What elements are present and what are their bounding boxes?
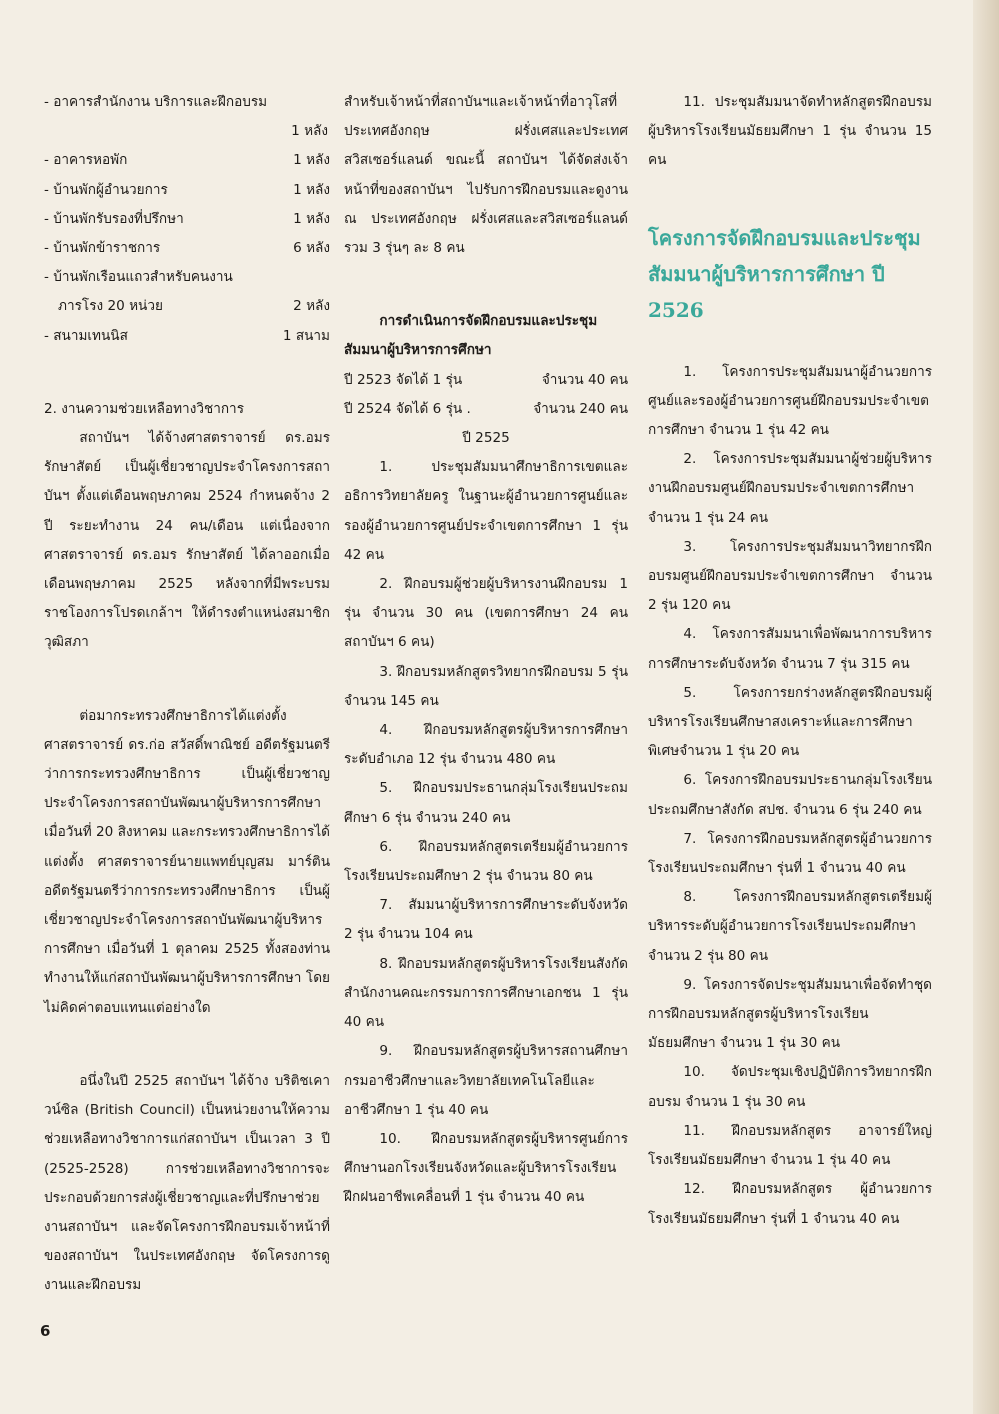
facility-item: - อาคารสำนักงาน บริการและฝึกอบรม — [44, 94, 268, 110]
list-item: 4. โครงการสัมมนาเพื่อพัฒนาการบริหารการศึกษาระดับจังหวัด จำนวน 7 รุ่น 315 คน — [648, 626, 932, 672]
list-item: 7. สัมมนาผู้บริหารการศึกษาระดับจังหวัด 2 รุ่น จำนวน 104 คน — [344, 897, 628, 943]
list-item: 1. โครงการประชุมสัมมนาผู้อำนวยการศูนย์และรองผู้อำนวยการศูนย์ฝึกอบรมประจำเขตการศึกษา จำนวน 1 รุ่น 42 คน — [648, 363, 932, 439]
page-spine-shadow — [973, 0, 999, 1414]
section-heading: 2. งานความช่วยเหลือทางวิชาการ — [44, 400, 244, 417]
facility-item: - สนามเทนนิส 1 สนาม — [44, 327, 330, 344]
list-item: 10. ฝึกอบรมหลักสูตรผู้บริหารศูนย์การศึกษานอกโรงเรียนจังหวัดและผู้บริหารโรงเรียนฝึกฝนอาชีพเคลื่อนที่ 1 รุ่น จำนวน 40 คน — [344, 1130, 628, 1206]
facility-item: - อาคารหอพัก 1 หลัง — [44, 152, 330, 169]
page-number: 6 — [40, 1322, 51, 1340]
year-summary-row: ปี 2524 จัดได้ 6 รุ่น . จำนวน 240 คน — [344, 400, 628, 417]
list-item: 2. โครงการประชุมสัมมนาผู้ช่วยผู้บริหารงานฝึกอบรมศูนย์ฝึกอบรมประจำเขตการศึกษาจำนวน 1 รุ่น 24 คน — [648, 451, 932, 526]
column-1 — [44, 88, 330, 1301]
paragraph: สำหรับเจ้าหน้าที่สถาบันฯและเจ้าหน้าที่อาวุโสที่ประเทศอังกฤษ ฝรั่งเศสและประเทศสวิสเซอร์แลนด์ ขณะนี้ สถาบันฯ ได้จัดส่งเจ้าหน้าที่ของสถาบันฯ ไปรับการฝึกอบรมและดูงาน ณ ประเทศอังกฤษ ฝรั่งเศสและสวิสเซอร์แลนด์ รวม 3 รุ่นๆ ละ 8 คน — [344, 94, 628, 257]
list-item: 5. ฝึกอบรมประธานกลุ่มโรงเรียนประถมศึกษา 6 รุ่น จำนวน 240 คน — [344, 780, 628, 826]
list-item: 2. ฝึกอบรมผู้ช่วยผู้บริหารงานฝึกอบรม 1 รุ่น จำนวน 30 คน (เขตการศึกษา 24 คน สถาบันฯ 6 คน) — [344, 576, 628, 651]
list-item: 3. โครงการประชุมสัมมนาวิทยากรฝึกอบรมศูนย์ฝึกอบรมประจำเขตการศึกษา จำนวน 2 รุ่น 120 คน — [648, 538, 932, 614]
paragraph: ต่อมากระทรวงศึกษาธิการได้แต่งตั้ง ศาสตราจารย์ ดร.ก่อ สวัสดิ์พาณิชย์ อดีตรัฐมนตรีว่าการกระทรวงศึกษาธิการ เป็นผู้เชี่ยวชาญประจำโครงการสถาบันพัฒนาผู้บริหารการศึกษา เมื่อวันที่ 20 สิงหาคม และกระทรวงศึกษาธิการได้แต่งตั้ง ศาสตราจารย์นายแพทย์บุญสม มาร์ติน อดีตรัฐมนตรีว่าการกระทรวงศึกษาธิการ เป็นผู้เชี่ยวชาญประจำโครงการสถาบันพัฒนาผู้บริหารการศึกษา เมื่อวันที่ 1 ตุลาคม 2525 ทั้งสองท่านทำงานให้แก่สถาบันพัฒนาผู้บริหารการศึกษา โดยไม่คิดค่าตอบแทนแต่อย่างใด — [44, 707, 330, 1016]
list-item: 10. จัดประชุมเชิงปฏิบัติการวิทยากรฝึกอบรม จำนวน 1 รุ่น 30 คน — [648, 1064, 932, 1110]
list-item: 6. ฝึกอบรมหลักสูตรเตรียมผู้อำนวยการโรงเรียนประถมศึกษา 2 รุ่น จำนวน 80 คน — [344, 838, 628, 885]
list-item: 11. ฝึกอบรมหลักสูตร อาจารย์ใหญ่โรงเรียนมัธยมศึกษา จำนวน 1 รุ่น 40 คน — [648, 1122, 932, 1169]
facility-item: - บ้านพักเรือนแถวสำหรับคนงาน — [44, 269, 233, 286]
list-item: 7. โครงการฝึกอบรมหลักสูตรผู้อำนวยการโรงเรียนประถมศึกษา รุ่นที่ 1 จำนวน 40 คน — [648, 830, 932, 877]
list-item: 9. ฝึกอบรมหลักสูตรผู้บริหารสถานศึกษากรมอาชีวศึกษาและวิทยาลัยเทคโนโลยีและอาชีวศึกษา 1 รุ่น 40 คน — [344, 1043, 628, 1118]
facility-item: - บ้านพักผู้อำนวยการ 1 หลัง — [44, 181, 330, 198]
facility-list — [44, 88, 330, 351]
facility-qty: 1 หลัง — [291, 123, 328, 140]
column-3 — [648, 88, 932, 1234]
list-item: 8. ฝึกอบรมหลักสูตรผู้บริหารโรงเรียนสังกัดสำนักงานคณะกรรมการการศึกษาเอกชน 1 รุ่น 40 คน — [344, 955, 628, 1031]
column-2 — [344, 88, 628, 1213]
list-item: 9. โครงการจัดประชุมสัมมนาเพื่อจัดทำชุดการฝึกอบรมหลักสูตรผู้บริหารโรงเรียนมัธยมศึกษา จำนวน 1 รุ่น 30 คน — [648, 976, 932, 1052]
list-item: 4. ฝึกอบรมหลักสูตรผู้บริหารการศึกษาระดับอำเภอ 12 รุ่น จำนวน 480 คน — [344, 722, 628, 768]
list-item: 11. ประชุมสัมมนาจัดทำหลักสูตรฝึกอบรมผู้บริหารโรงเรียนมัธยมศึกษา 1 รุ่น จำนวน 15 คน — [648, 94, 932, 169]
list-item: 8. โครงการฝึกอบรมหลักสูตรเตรียมผู้บริหารระดับผู้อำนวยการโรงเรียนประถมศึกษาจำนวน 2 รุ่น 80 คน — [648, 889, 932, 964]
list-item: 3. ฝึกอบรมหลักสูตรวิทยากรฝึกอบรม 5 รุ่น จำนวน 145 คน — [344, 663, 628, 709]
sub-heading: การดำเนินการจัดฝึกอบรมและประชุมสัมมนาผู้บริหารการศึกษา — [344, 313, 598, 359]
section-title: โครงการจัดฝึกอบรมและประชุมสัมมนาผู้บริหารการศึกษา ปี 2526 — [648, 225, 921, 322]
facility-item: ภารโรง 20 หน่วย 2 หลัง — [58, 298, 330, 315]
list-item: 6. โครงการฝึกอบรมประธานกลุ่มโรงเรียนประถมศึกษาสังกัด สปช. จำนวน 6 รุ่น 240 คน — [648, 772, 932, 818]
list-item: 5. โครงการยกร่างหลักสูตรฝึกอบรมผู้บริหารโรงเรียนศึกษาสงเคราะห์และการศึกษาพิเศษจำนวน 1 รุ่น 20 คน — [648, 684, 932, 760]
year-summary-row: ปี 2523 จัดได้ 1 รุ่น จำนวน 40 คน — [344, 371, 628, 388]
paragraph: อนึ่งในปี 2525 สถาบันฯ ได้จ้าง บริติชเคาวน์ซิล (British Council) เป็นหน่วยงานให้ความช่วยเหลือทางวิชาการแก่สถาบันฯ เป็นเวลา 3 ปี (2525-2528) การช่วยเหลือทางวิชาการจะประกอบด้วยการส่งผู้เชี่ยวชาญและที่ปรึกษาช่วยงานสถาบันฯ และจัดโครงการฝึกอบรมเจ้าหน้าที่ของสถาบันฯ ในประเทศอังกฤษ จัดโครงการดูงานและฝึกอบรม — [44, 1072, 330, 1294]
facility-item: - บ้านพักข้าราชการ 6 หลัง — [44, 240, 330, 257]
paragraph: สถาบันฯ ได้จ้างศาสตราจารย์ ดร.อมร รักษาสัตย์ เป็นผู้เชี่ยวชาญประจำโครงการสถาบันฯ ตั้งแต่เดือนพฤษภาคม 2524 กำหนดจ้าง 2 ปี ระยะทำงาน 24 คน/เดือน แต่เนื่องจากศาสตราจารย์ ดร.อมร รักษาสัตย์ ได้ลาออกเมื่อเดือนพฤษภาคม 2525 หลังจากที่มีพระบรมราชโองการโปรดเกล้าฯ ให้ดำรงตำแหน่งสมาชิกวุฒิสภา — [44, 430, 330, 651]
list-item: 12. ฝึกอบรมหลักสูตร ผู้อำนวยการโรงเรียนมัธยมศึกษา รุ่นที่ 1 จำนวน 40 คน — [648, 1181, 932, 1227]
year-label: ปี 2525 — [462, 430, 510, 447]
list-item: 1. ประชุมสัมมนาศึกษาธิการเขตและอธิการวิทยาลัยครู ในฐานะผู้อำนวยการศูนย์และรองผู้อำนวยการศูนย์ประจำเขตการศึกษา 1 รุ่น 42 คน — [344, 459, 628, 563]
facility-item: - บ้านพักรับรองที่ปรึกษา 1 หลัง — [44, 210, 330, 227]
